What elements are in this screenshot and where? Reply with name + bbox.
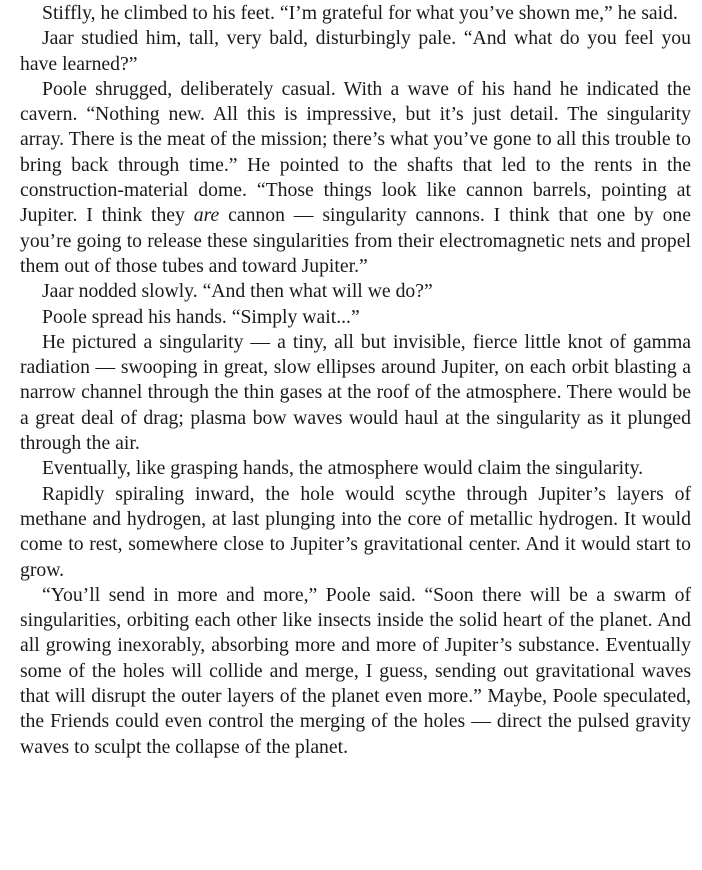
paragraph [20,482,691,583]
paragraph-text: “You’ll send in more and more,” Poole said. “Soon there will be a swarm of singularities, orbiting each other like insects inside the solid heart of the planet. And all growing inexorably, absorbing more and more of Jupiter’s substance. Eventually some of the holes will collide and merge, I guess, sending out gravitational waves that will disrupt the outer layers of the planet even more.” Maybe, Poole speculated, the Friends could even control the merging of the holes — direct the pulsed gravity waves to sculpt the collapse of the planet. [20,583,691,758]
paragraph-text: Stiffly, he climbed to his feet. “I’m grateful for what you’ve shown me,” he said. [42,2,678,24]
paragraph-text: He pictured a singularity — a tiny, all but invisible, fierce little knot of gamma radiation — swooping in great, slow ellipses around Jupiter, on each orbit blasting a narrow channel through the thin gases at the roof of the atmosphere. There would be a great deal of drag; plasma bow waves would haul at the singularity as it plunged through the air. [20,330,691,455]
paragraph-text: Jaar studied him, tall, very bald, disturbingly pale. “And what do you feel you have learned?” [20,27,691,75]
paragraph-text: cannon — singularity cannons. I think that one by one you’re going to release these singularities from their electromagnetic nets and propel them out of those tubes and toward Jupiter.” [20,204,691,277]
paragraph-text: Poole shrugged, deliberately casual. With a wave of his hand he indicated the cavern. “Nothing new. All this is impressive, but it’s just detail. The singularity array. There is the meat of the mission; there’s what you’ve gone to all this trouble to bring back through time.” He pointed to the shafts that led to the rents in the construction-material dome. “Those things look like cannon barrels, pointing at Jupiter. I think they [20,77,691,227]
paragraph [20,77,691,279]
paragraph-text: Eventually, like grasping hands, the atmosphere would claim the singularity. [42,457,644,480]
paragraph-text: Jaar nodded slowly. “And then what will we do?” [42,280,433,303]
paragraph [20,1,691,26]
paragraph [20,330,691,456]
paragraph [20,456,691,481]
paragraph [20,26,691,77]
emphasis-text: are [193,204,220,227]
paragraph [20,279,691,304]
book-page [0,1,702,870]
paragraph [20,305,691,330]
paragraph-text: Rapidly spiraling inward, the hole would scythe through Jupiter’s layers of methane and hydrogen, at last plunging into the core of metallic hydrogen. It would come to rest, somewhere close to Jupiter’s gravitational center. And it would start to grow. [20,482,691,581]
paragraph-text: Poole spread his hands. “Simply wait...” [42,305,360,328]
paragraph [20,583,691,760]
